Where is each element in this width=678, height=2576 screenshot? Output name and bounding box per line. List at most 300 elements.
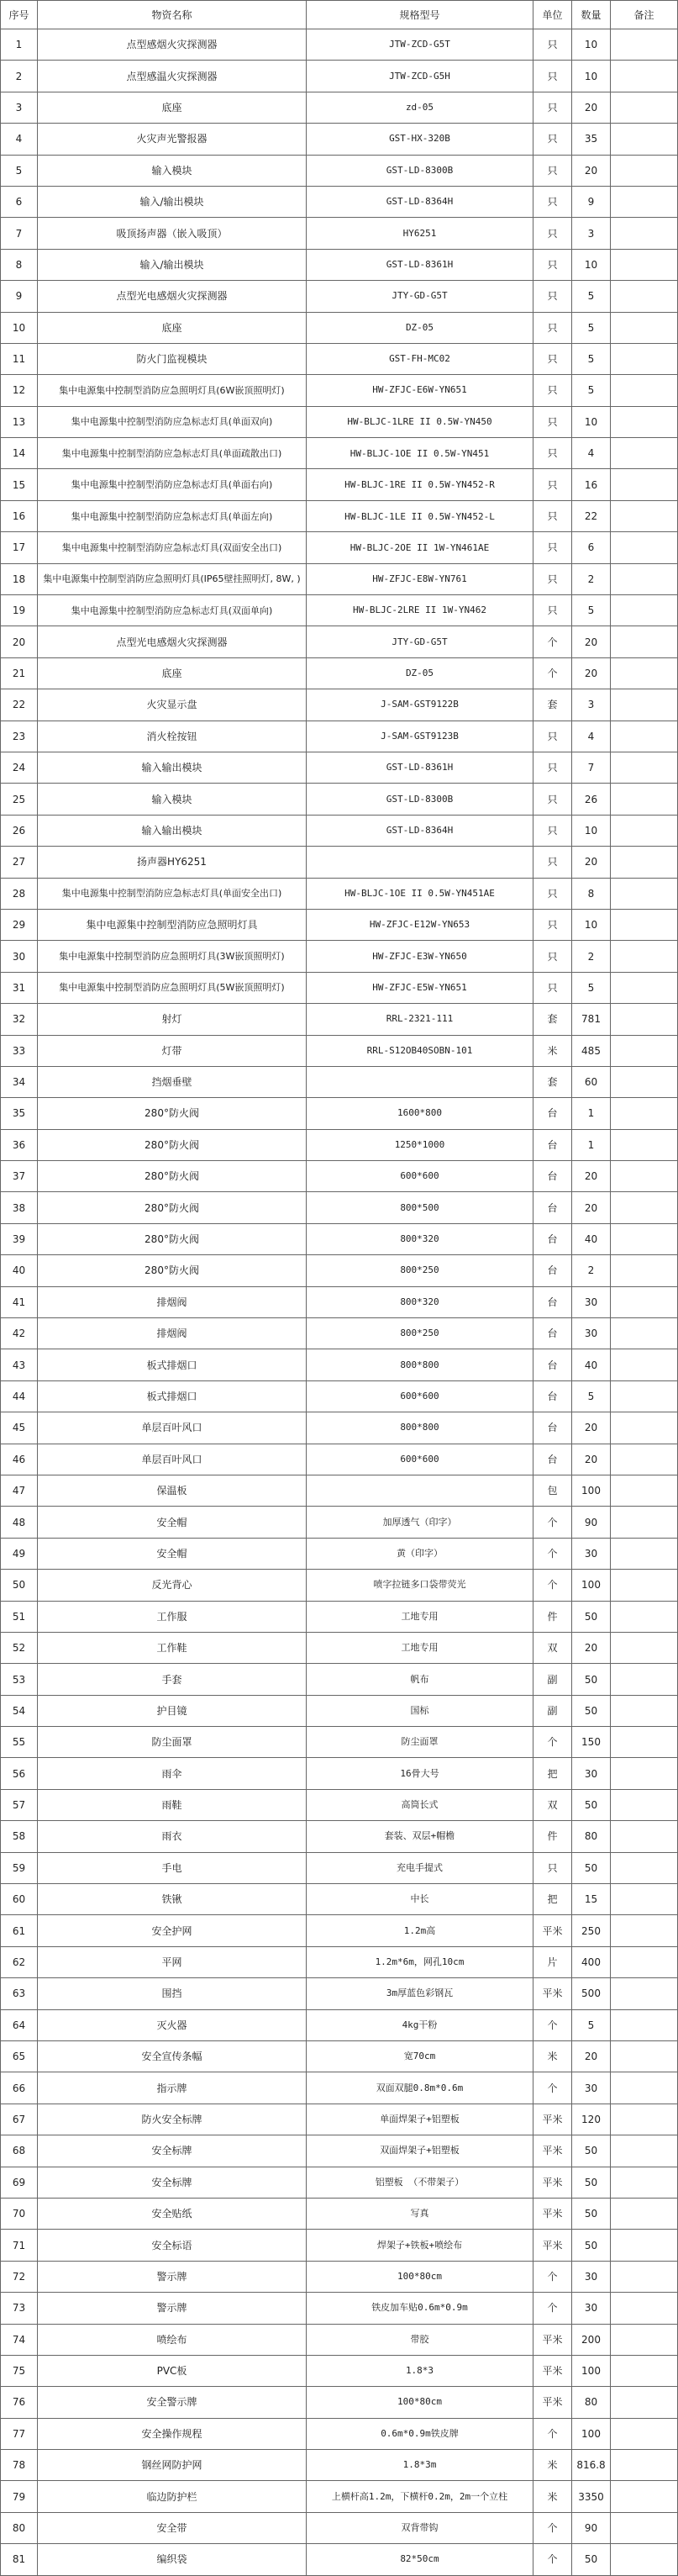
cell-no: 30 bbox=[1, 941, 38, 972]
cell-spec: 国标 bbox=[307, 1695, 533, 1726]
cell-no: 40 bbox=[1, 1255, 38, 1286]
cell-spec: 充电手提式 bbox=[307, 1852, 533, 1883]
cell-remark bbox=[611, 343, 678, 374]
cell-no: 55 bbox=[1, 1727, 38, 1758]
cell-qty: 6 bbox=[572, 532, 611, 563]
cell-unit: 套 bbox=[533, 689, 572, 721]
table-row bbox=[1, 61, 678, 92]
cell-unit: 副 bbox=[533, 1664, 572, 1695]
cell-spec: 铝塑板 （不带架子） bbox=[307, 2167, 533, 2198]
cell-qty: 5 bbox=[572, 595, 611, 626]
table-row bbox=[1, 343, 678, 374]
table-row bbox=[1, 218, 678, 249]
cell-spec: RRL-S12OB40SOBN-101 bbox=[307, 1035, 533, 1066]
cell-remark bbox=[611, 1821, 678, 1852]
cell-qty: 485 bbox=[572, 1035, 611, 1066]
cell-remark bbox=[611, 61, 678, 92]
cell-name: 安全操作规程 bbox=[38, 2418, 307, 2449]
cell-qty: 10 bbox=[572, 406, 611, 437]
table-row bbox=[1, 2355, 678, 2386]
cell-remark bbox=[611, 2481, 678, 2512]
cell-qty: 10 bbox=[572, 909, 611, 940]
col-header-no: 序号 bbox=[1, 1, 38, 29]
cell-spec: JTW-ZCD-G5T bbox=[307, 29, 533, 61]
table-row bbox=[1, 2009, 678, 2040]
cell-remark bbox=[611, 2293, 678, 2324]
cell-remark bbox=[611, 469, 678, 500]
cell-no: 65 bbox=[1, 2041, 38, 2072]
cell-qty: 40 bbox=[572, 1349, 611, 1380]
table-row bbox=[1, 1444, 678, 1475]
table-row bbox=[1, 941, 678, 972]
cell-spec: HW-ZFJC-E5W-YN651 bbox=[307, 972, 533, 1003]
cell-spec: 800*250 bbox=[307, 1255, 533, 1286]
cell-remark bbox=[611, 752, 678, 783]
cell-spec: RRL-2321-111 bbox=[307, 1004, 533, 1035]
cell-remark bbox=[611, 1852, 678, 1883]
table-row bbox=[1, 972, 678, 1003]
cell-qty: 26 bbox=[572, 784, 611, 815]
cell-unit: 只 bbox=[533, 847, 572, 878]
cell-name: 工作服 bbox=[38, 1601, 307, 1632]
cell-no: 22 bbox=[1, 689, 38, 721]
cell-spec: JTY-GD-G5T bbox=[307, 626, 533, 657]
cell-remark bbox=[611, 438, 678, 469]
cell-remark bbox=[611, 1915, 678, 1946]
cell-spec: zd-05 bbox=[307, 92, 533, 123]
cell-qty: 50 bbox=[572, 1664, 611, 1695]
cell-no: 9 bbox=[1, 281, 38, 312]
cell-spec: GST-LD-8361H bbox=[307, 752, 533, 783]
cell-no: 2 bbox=[1, 61, 38, 92]
table-row bbox=[1, 909, 678, 940]
table-row bbox=[1, 2072, 678, 2104]
cell-name: 手电 bbox=[38, 1852, 307, 1883]
cell-name: 火灾显示盘 bbox=[38, 689, 307, 721]
cell-remark bbox=[611, 124, 678, 155]
table-row bbox=[1, 2261, 678, 2292]
cell-unit: 个 bbox=[533, 2293, 572, 2324]
cell-no: 25 bbox=[1, 784, 38, 815]
cell-remark bbox=[611, 2450, 678, 2481]
cell-name: 安全标牌 bbox=[38, 2135, 307, 2167]
cell-qty: 30 bbox=[572, 1318, 611, 1349]
col-header-remark: 备注 bbox=[611, 1, 678, 29]
table-row bbox=[1, 1664, 678, 1695]
cell-no: 77 bbox=[1, 2418, 38, 2449]
cell-name: 安全帽 bbox=[38, 1538, 307, 1569]
table-row bbox=[1, 2544, 678, 2575]
cell-qty: 5 bbox=[572, 281, 611, 312]
cell-spec: 上横杆高1.2m，下横杆0.2m，2m一个立柱 bbox=[307, 2481, 533, 2512]
cell-name: 280°防火阀 bbox=[38, 1223, 307, 1254]
cell-unit: 只 bbox=[533, 281, 572, 312]
cell-unit: 个 bbox=[533, 1538, 572, 1569]
cell-no: 60 bbox=[1, 1884, 38, 1915]
cell-spec: 加厚透气（印字） bbox=[307, 1507, 533, 1538]
cell-remark bbox=[611, 1789, 678, 1820]
cell-unit: 个 bbox=[533, 657, 572, 689]
table-row bbox=[1, 1570, 678, 1601]
cell-qty: 30 bbox=[572, 1286, 611, 1317]
cell-name: 警示牌 bbox=[38, 2261, 307, 2292]
cell-no: 42 bbox=[1, 1318, 38, 1349]
cell-spec: GST-LD-8361H bbox=[307, 249, 533, 280]
cell-no: 64 bbox=[1, 2009, 38, 2040]
table-row bbox=[1, 595, 678, 626]
cell-unit: 只 bbox=[533, 29, 572, 61]
cell-no: 23 bbox=[1, 721, 38, 752]
cell-qty: 816.8 bbox=[572, 2450, 611, 2481]
cell-name: 集中电源集中控制型消防应急照明灯具 bbox=[38, 909, 307, 940]
cell-spec: 4kg干粉 bbox=[307, 2009, 533, 2040]
cell-name: 排烟阀 bbox=[38, 1318, 307, 1349]
cell-remark bbox=[611, 595, 678, 626]
cell-spec: 800*500 bbox=[307, 1192, 533, 1223]
cell-spec: HY6251 bbox=[307, 218, 533, 249]
cell-name: 集中电源集中控制型消防应急标志灯具(双面单向) bbox=[38, 595, 307, 626]
cell-qty: 20 bbox=[572, 1161, 611, 1192]
cell-qty: 10 bbox=[572, 29, 611, 61]
cell-qty: 16 bbox=[572, 469, 611, 500]
table-row bbox=[1, 1978, 678, 2009]
cell-unit: 只 bbox=[533, 155, 572, 186]
cell-remark bbox=[611, 1978, 678, 2009]
cell-spec: GST-LD-8364H bbox=[307, 186, 533, 217]
cell-spec: 单面焊架子+铝塑板 bbox=[307, 2104, 533, 2135]
cell-no: 75 bbox=[1, 2355, 38, 2386]
cell-qty: 50 bbox=[572, 1789, 611, 1820]
cell-unit: 台 bbox=[533, 1098, 572, 1129]
cell-unit: 平米 bbox=[533, 2198, 572, 2229]
cell-no: 41 bbox=[1, 1286, 38, 1317]
cell-remark bbox=[611, 2104, 678, 2135]
cell-no: 38 bbox=[1, 1192, 38, 1223]
cell-remark bbox=[611, 972, 678, 1003]
cell-name: 底座 bbox=[38, 92, 307, 123]
cell-qty: 5 bbox=[572, 2009, 611, 2040]
table-row bbox=[1, 1318, 678, 1349]
cell-unit: 只 bbox=[533, 972, 572, 1003]
cell-name: 安全带 bbox=[38, 2512, 307, 2543]
cell-name: 编织袋 bbox=[38, 2544, 307, 2575]
cell-name: 灭火器 bbox=[38, 2009, 307, 2040]
cell-remark bbox=[611, 563, 678, 594]
cell-name: 点型感烟火灾探测器 bbox=[38, 29, 307, 61]
cell-remark bbox=[611, 2135, 678, 2167]
cell-no: 19 bbox=[1, 595, 38, 626]
cell-qty: 3350 bbox=[572, 2481, 611, 2512]
cell-unit: 台 bbox=[533, 1286, 572, 1317]
cell-no: 12 bbox=[1, 375, 38, 406]
cell-remark bbox=[611, 2072, 678, 2104]
cell-remark bbox=[611, 1129, 678, 1160]
cell-name: 指示牌 bbox=[38, 2072, 307, 2104]
cell-spec: 1.8*3m bbox=[307, 2450, 533, 2481]
cell-unit: 只 bbox=[533, 909, 572, 940]
cell-spec: 82*50cm bbox=[307, 2544, 533, 2575]
cell-unit: 只 bbox=[533, 438, 572, 469]
cell-no: 16 bbox=[1, 500, 38, 531]
cell-name: 铁锹 bbox=[38, 1884, 307, 1915]
cell-no: 43 bbox=[1, 1349, 38, 1380]
cell-qty: 80 bbox=[572, 1821, 611, 1852]
cell-remark bbox=[611, 155, 678, 186]
cell-no: 51 bbox=[1, 1601, 38, 1632]
cell-remark bbox=[611, 847, 678, 878]
col-header-spec: 规格型号 bbox=[307, 1, 533, 29]
cell-spec: HW-BLJC-1LE II 0.5W-YN452-L bbox=[307, 500, 533, 531]
cell-name: 护目镜 bbox=[38, 1695, 307, 1726]
table-row bbox=[1, 1161, 678, 1192]
cell-remark bbox=[611, 1035, 678, 1066]
cell-unit: 只 bbox=[533, 186, 572, 217]
cell-name: 集中电源集中控制型消防应急照明灯具(5W嵌顶照明灯) bbox=[38, 972, 307, 1003]
cell-remark bbox=[611, 2230, 678, 2261]
cell-unit: 只 bbox=[533, 61, 572, 92]
cell-no: 20 bbox=[1, 626, 38, 657]
cell-spec: HW-BLJC-2LRE II 1W-YN462 bbox=[307, 595, 533, 626]
cell-unit: 套 bbox=[533, 1004, 572, 1035]
cell-qty: 5 bbox=[572, 972, 611, 1003]
cell-unit: 个 bbox=[533, 1727, 572, 1758]
cell-name: 集中电源集中控制型消防应急标志灯具(单面左向) bbox=[38, 500, 307, 531]
cell-qty: 3 bbox=[572, 689, 611, 721]
cell-spec: GST-LD-8300B bbox=[307, 155, 533, 186]
cell-no: 71 bbox=[1, 2230, 38, 2261]
cell-qty: 90 bbox=[572, 2512, 611, 2543]
cell-spec: 工地专用 bbox=[307, 1601, 533, 1632]
cell-no: 49 bbox=[1, 1538, 38, 1569]
cell-qty: 35 bbox=[572, 124, 611, 155]
cell-qty: 4 bbox=[572, 438, 611, 469]
cell-unit: 米 bbox=[533, 2450, 572, 2481]
cell-unit: 双 bbox=[533, 1632, 572, 1663]
cell-name: 板式排烟口 bbox=[38, 1380, 307, 1412]
cell-unit: 台 bbox=[533, 1318, 572, 1349]
table-row bbox=[1, 1884, 678, 1915]
cell-name: 临边防护栏 bbox=[38, 2481, 307, 2512]
cell-name: 安全帽 bbox=[38, 1507, 307, 1538]
cell-remark bbox=[611, 1538, 678, 1569]
cell-unit: 平米 bbox=[533, 2104, 572, 2135]
cell-spec: DZ-05 bbox=[307, 312, 533, 343]
cell-unit: 平米 bbox=[533, 2355, 572, 2386]
table-row bbox=[1, 2230, 678, 2261]
cell-no: 18 bbox=[1, 563, 38, 594]
cell-name: 安全标牌 bbox=[38, 2167, 307, 2198]
cell-spec: HW-BLJC-1OE II 0.5W-YN451 bbox=[307, 438, 533, 469]
cell-name: 280°防火阀 bbox=[38, 1129, 307, 1160]
table-row bbox=[1, 1946, 678, 1977]
cell-name: 底座 bbox=[38, 312, 307, 343]
table-row bbox=[1, 2041, 678, 2072]
cell-spec bbox=[307, 1066, 533, 1097]
cell-unit: 台 bbox=[533, 1223, 572, 1254]
cell-name: 钢丝网防护网 bbox=[38, 2450, 307, 2481]
col-header-qty: 数量 bbox=[572, 1, 611, 29]
cell-spec: JTY-GD-G5T bbox=[307, 281, 533, 312]
cell-spec: 600*600 bbox=[307, 1380, 533, 1412]
cell-qty: 4 bbox=[572, 721, 611, 752]
table-row bbox=[1, 657, 678, 689]
cell-name: 输入输出模块 bbox=[38, 752, 307, 783]
cell-no: 13 bbox=[1, 406, 38, 437]
table-row bbox=[1, 1632, 678, 1663]
cell-no: 32 bbox=[1, 1004, 38, 1035]
cell-unit: 只 bbox=[533, 1852, 572, 1883]
cell-unit: 只 bbox=[533, 532, 572, 563]
cell-no: 68 bbox=[1, 2135, 38, 2167]
table-row bbox=[1, 406, 678, 437]
cell-qty: 10 bbox=[572, 61, 611, 92]
cell-no: 76 bbox=[1, 2387, 38, 2418]
cell-qty: 20 bbox=[572, 626, 611, 657]
cell-spec: J-SAM-GST9122B bbox=[307, 689, 533, 721]
cell-no: 52 bbox=[1, 1632, 38, 1663]
cell-remark bbox=[611, 1946, 678, 1977]
table-row bbox=[1, 1066, 678, 1097]
cell-remark bbox=[611, 2324, 678, 2355]
cell-unit: 平米 bbox=[533, 2167, 572, 2198]
cell-qty: 50 bbox=[572, 1852, 611, 1883]
table-row bbox=[1, 1412, 678, 1444]
cell-unit: 个 bbox=[533, 2544, 572, 2575]
cell-unit: 只 bbox=[533, 218, 572, 249]
cell-name: 挡烟垂壁 bbox=[38, 1066, 307, 1097]
table-row bbox=[1, 815, 678, 846]
cell-remark bbox=[611, 312, 678, 343]
cell-no: 24 bbox=[1, 752, 38, 783]
cell-remark bbox=[611, 532, 678, 563]
cell-no: 46 bbox=[1, 1444, 38, 1475]
cell-spec: 1250*1000 bbox=[307, 1129, 533, 1160]
cell-spec: 800*320 bbox=[307, 1223, 533, 1254]
cell-remark bbox=[611, 2544, 678, 2575]
cell-unit: 个 bbox=[533, 2418, 572, 2449]
cell-remark bbox=[611, 1412, 678, 1444]
cell-spec: 写真 bbox=[307, 2198, 533, 2229]
cell-no: 58 bbox=[1, 1821, 38, 1852]
cell-name: 点型感温火灾探测器 bbox=[38, 61, 307, 92]
cell-spec: 800*800 bbox=[307, 1412, 533, 1444]
cell-spec: 16骨大号 bbox=[307, 1758, 533, 1789]
cell-remark bbox=[611, 2387, 678, 2418]
cell-qty: 30 bbox=[572, 2261, 611, 2292]
cell-remark bbox=[611, 784, 678, 815]
table-row bbox=[1, 2135, 678, 2167]
table-row bbox=[1, 1852, 678, 1883]
cell-unit: 件 bbox=[533, 1821, 572, 1852]
cell-no: 1 bbox=[1, 29, 38, 61]
cell-remark bbox=[611, 1632, 678, 1663]
cell-qty: 8 bbox=[572, 878, 611, 909]
table-row bbox=[1, 2324, 678, 2355]
cell-name: 集中电源集中控制型消防应急标志灯具(双面安全出口) bbox=[38, 532, 307, 563]
cell-qty: 200 bbox=[572, 2324, 611, 2355]
cell-no: 15 bbox=[1, 469, 38, 500]
cell-remark bbox=[611, 2041, 678, 2072]
cell-spec bbox=[307, 847, 533, 878]
cell-remark bbox=[611, 281, 678, 312]
cell-unit: 套 bbox=[533, 1066, 572, 1097]
table-row bbox=[1, 1507, 678, 1538]
cell-qty: 20 bbox=[572, 657, 611, 689]
cell-name: 围挡 bbox=[38, 1978, 307, 2009]
cell-qty: 781 bbox=[572, 1004, 611, 1035]
cell-no: 27 bbox=[1, 847, 38, 878]
cell-no: 35 bbox=[1, 1098, 38, 1129]
cell-unit: 只 bbox=[533, 815, 572, 846]
cell-qty: 50 bbox=[572, 1601, 611, 1632]
cell-remark bbox=[611, 2009, 678, 2040]
cell-name: 280°防火阀 bbox=[38, 1161, 307, 1192]
cell-name: 排烟阀 bbox=[38, 1286, 307, 1317]
cell-spec: 喷字拉链多口袋带荧光 bbox=[307, 1570, 533, 1601]
cell-no: 73 bbox=[1, 2293, 38, 2324]
cell-spec: 3m厚蓝色彩钢瓦 bbox=[307, 1978, 533, 2009]
cell-spec: 600*600 bbox=[307, 1161, 533, 1192]
cell-name: 灯带 bbox=[38, 1035, 307, 1066]
cell-no: 7 bbox=[1, 218, 38, 249]
cell-no: 47 bbox=[1, 1475, 38, 1506]
cell-unit: 个 bbox=[533, 2261, 572, 2292]
cell-qty: 1 bbox=[572, 1129, 611, 1160]
cell-qty: 10 bbox=[572, 249, 611, 280]
cell-unit: 只 bbox=[533, 752, 572, 783]
cell-spec: 高筒长式 bbox=[307, 1789, 533, 1820]
cell-remark bbox=[611, 626, 678, 657]
cell-qty: 20 bbox=[572, 1412, 611, 1444]
table-row bbox=[1, 186, 678, 217]
cell-unit: 个 bbox=[533, 2009, 572, 2040]
cell-no: 70 bbox=[1, 2198, 38, 2229]
cell-no: 62 bbox=[1, 1946, 38, 1977]
cell-remark bbox=[611, 2418, 678, 2449]
cell-spec: 帆布 bbox=[307, 1664, 533, 1695]
cell-unit: 片 bbox=[533, 1946, 572, 1977]
cell-qty: 50 bbox=[572, 2230, 611, 2261]
cell-remark bbox=[611, 2167, 678, 2198]
cell-no: 5 bbox=[1, 155, 38, 186]
cell-qty: 80 bbox=[572, 2387, 611, 2418]
cell-qty: 2 bbox=[572, 941, 611, 972]
cell-name: 280°防火阀 bbox=[38, 1192, 307, 1223]
cell-remark bbox=[611, 500, 678, 531]
cell-qty: 2 bbox=[572, 563, 611, 594]
cell-no: 37 bbox=[1, 1161, 38, 1192]
cell-spec: 套装、双层+帽檐 bbox=[307, 1821, 533, 1852]
cell-spec: 800*250 bbox=[307, 1318, 533, 1349]
cell-no: 56 bbox=[1, 1758, 38, 1789]
cell-name: 防尘面罩 bbox=[38, 1727, 307, 1758]
cell-unit: 包 bbox=[533, 1475, 572, 1506]
cell-remark bbox=[611, 1192, 678, 1223]
cell-name: 集中电源集中控制型消防应急标志灯具(单面双向) bbox=[38, 406, 307, 437]
cell-name: 平网 bbox=[38, 1946, 307, 1977]
cell-spec: HW-BLJC-2OE II 1W-YN461AE bbox=[307, 532, 533, 563]
table-row bbox=[1, 2387, 678, 2418]
cell-no: 80 bbox=[1, 2512, 38, 2543]
cell-qty: 30 bbox=[572, 1758, 611, 1789]
table-row bbox=[1, 532, 678, 563]
cell-name: 集中电源集中控制型消防应急标志灯具(单面疏散出口) bbox=[38, 438, 307, 469]
cell-name: 安全护网 bbox=[38, 1915, 307, 1946]
cell-spec: 1600*800 bbox=[307, 1098, 533, 1129]
cell-name: 工作鞋 bbox=[38, 1632, 307, 1663]
cell-remark bbox=[611, 1601, 678, 1632]
cell-no: 67 bbox=[1, 2104, 38, 2135]
